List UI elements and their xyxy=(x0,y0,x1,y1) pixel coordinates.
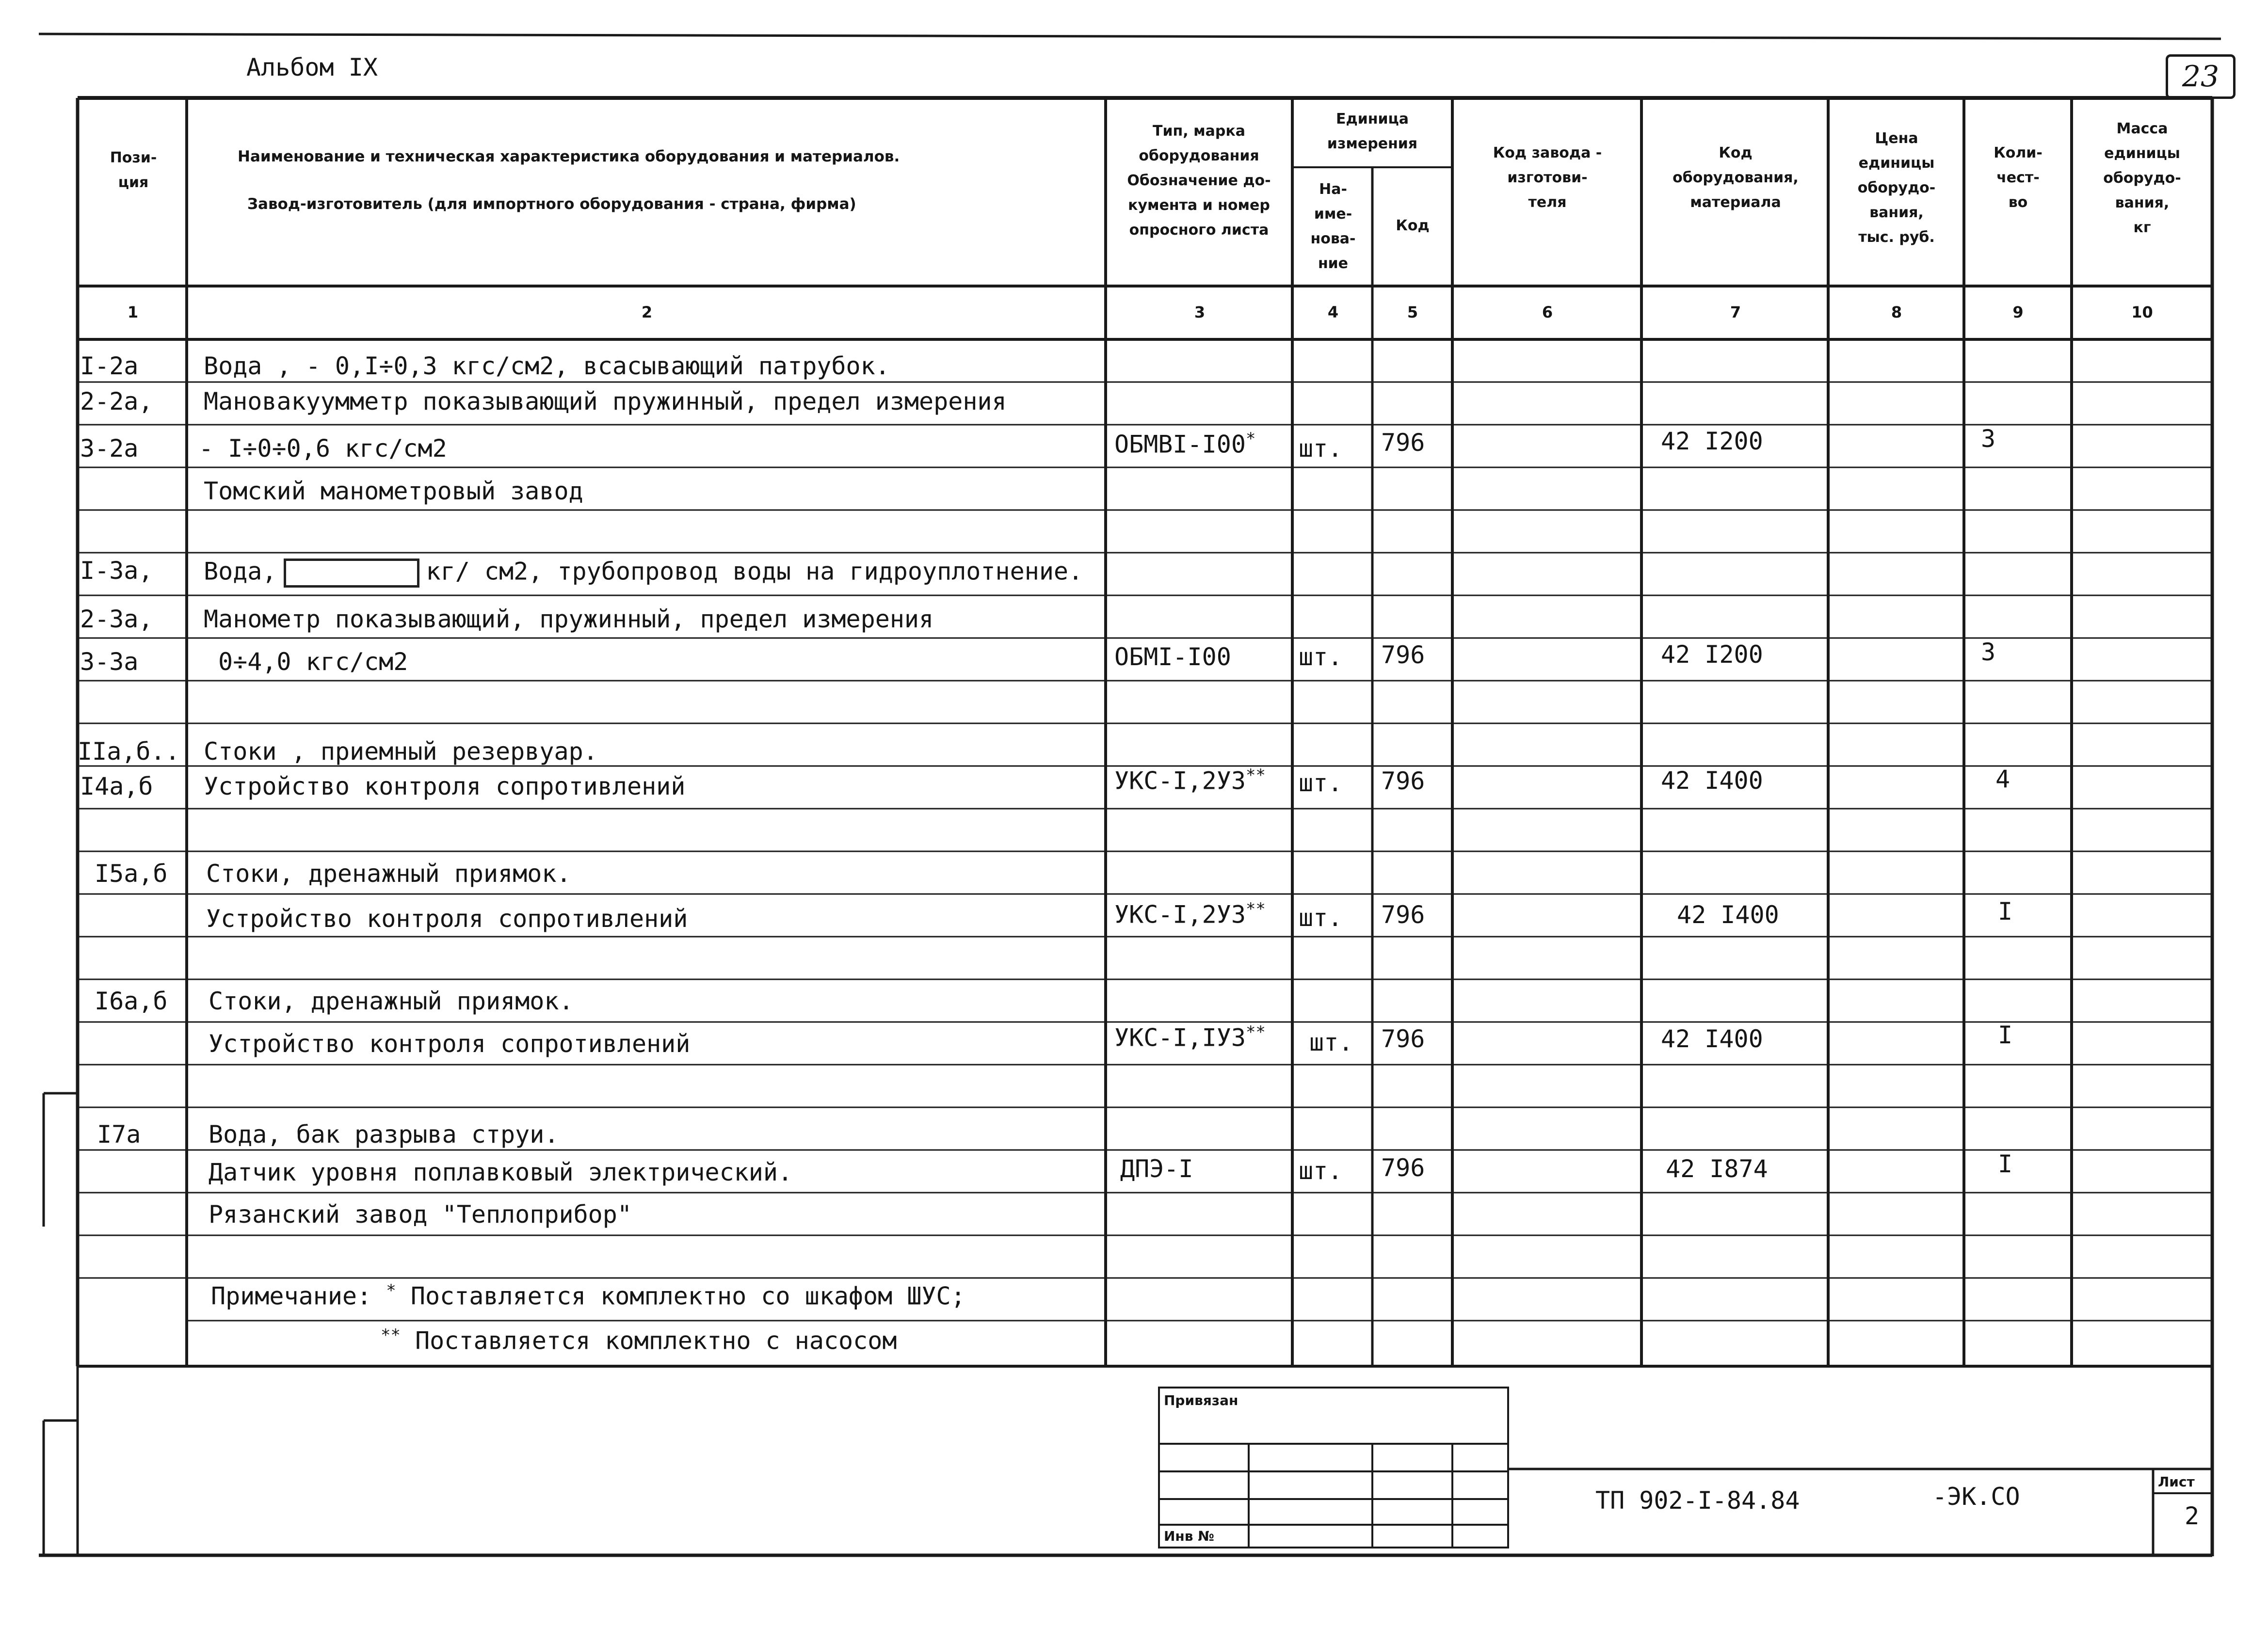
column-number: 8 xyxy=(1891,303,1902,321)
column-number: 5 xyxy=(1407,303,1418,321)
header-equipment-code: Код оборудования, материала xyxy=(1673,144,1799,211)
header-mass: Масса единицы оборудо- вания, кг xyxy=(2103,120,2181,236)
row-position: I-2а xyxy=(80,352,139,380)
notes-label: Примечание: xyxy=(211,1282,372,1310)
column-number: 1 xyxy=(127,303,139,321)
row-unit-code: 796 xyxy=(1381,767,1425,795)
row-unit: шт. xyxy=(1299,643,1343,671)
row-name: - I÷0÷0,6 кгс/см2 xyxy=(199,434,447,463)
row-unit-code: 796 xyxy=(1381,901,1425,929)
row-unit: шт. xyxy=(1309,1028,1353,1056)
type-text: УКС-I,2УЗ xyxy=(1114,900,1246,929)
attached-label: Привязан xyxy=(1164,1392,1239,1408)
title-block-grid xyxy=(1159,1388,2212,1555)
type-text: УКС-I,2УЗ xyxy=(1114,766,1246,795)
row-name: Устройство контроля сопротивлений xyxy=(206,905,688,933)
notes-line-1 xyxy=(211,1282,965,1309)
row-position: I6а,б xyxy=(95,987,168,1015)
row-unit-code: 796 xyxy=(1381,1025,1425,1053)
row-name: Стоки, дренажный приямок. xyxy=(206,860,571,888)
row-quantity: 3 xyxy=(1981,425,1996,453)
row-unit: шт. xyxy=(1299,434,1343,463)
row-name: 0÷4,0 кгс/см2 xyxy=(218,648,408,676)
type-footnote-mark: ** xyxy=(1245,899,1266,919)
type-text: УКС-I,IУЗ xyxy=(1114,1023,1246,1052)
row-position: I4а,б xyxy=(80,772,153,800)
row-type xyxy=(1114,767,1266,793)
row-name: Мановакуумметр показывающий пружинный, предел измерения xyxy=(204,387,1007,415)
document-suffix: -ЭК.СО xyxy=(1932,1483,2020,1511)
header-plant-code: Код завода - изготови- теля xyxy=(1493,144,1602,211)
footnote-mark: * xyxy=(386,1281,396,1300)
row-unit-code: 796 xyxy=(1381,1154,1425,1182)
row-position: I-3а, xyxy=(80,557,153,585)
row-unit-code: 796 xyxy=(1381,641,1425,669)
row-name: Устройство контроля сопротивлений xyxy=(209,1030,691,1058)
column-number: 4 xyxy=(1327,303,1339,321)
name-part: кг/ см2, трубопровод воды на гидроуплотнение. xyxy=(426,557,1083,586)
row-name: Устройство контроля сопротивлений xyxy=(204,772,686,800)
top-margin-line xyxy=(39,34,2221,39)
row-unit: шт. xyxy=(1299,769,1343,797)
header-position: Пози- ция xyxy=(110,149,157,191)
column-number: 10 xyxy=(2131,303,2153,321)
name-part: Вода, xyxy=(204,557,277,586)
row-position: 3-3а xyxy=(80,648,139,676)
row-name: Вода , - 0,I÷0,3 кгс/см2, всасывающий патрубок. xyxy=(204,352,890,380)
row-name: Стоки, дренажный приямок. xyxy=(209,987,574,1015)
row-equipment-code: 42 I874 xyxy=(1666,1155,1768,1183)
header-name-line2: Завод-изготовитель (для импортного оборудования - страна, фирма) xyxy=(247,195,856,213)
sheet-label: Лист xyxy=(2158,1474,2195,1490)
row-name: Манометр показывающий, пружинный, предел измерения xyxy=(204,605,934,633)
footnote-mark: ** xyxy=(381,1325,401,1345)
type-footnote-mark: * xyxy=(1245,429,1256,448)
column-number: 6 xyxy=(1542,303,1553,321)
row-equipment-code: 42 I400 xyxy=(1661,766,1763,795)
row-quantity: I xyxy=(1998,1021,2013,1049)
column-number: 9 xyxy=(2012,303,2024,321)
row-position: IIа,б.. xyxy=(78,737,180,766)
row-type: ОБМI-I00 xyxy=(1114,643,1231,671)
header-quantity: Коли- чест- во xyxy=(1994,144,2043,211)
row-unit: шт. xyxy=(1299,904,1343,932)
column-number: 2 xyxy=(641,303,653,321)
row-quantity: 4 xyxy=(1995,765,2011,793)
row-position: I5а,б xyxy=(95,860,168,888)
row-name: Томский манометровый завод xyxy=(204,477,583,505)
type-text: ОБМВI-I00 xyxy=(1114,430,1246,459)
column-number: 3 xyxy=(1194,303,1206,321)
row-name: Стоки , приемный резервуар. xyxy=(204,737,598,766)
row-position: 2-2а, xyxy=(80,387,153,415)
row-unit-code: 796 xyxy=(1381,429,1425,457)
header-price: Цена единицы оборудо- вания, тыс. руб. xyxy=(1857,130,1936,246)
notes-text: Поставляется комплектно со шкафом ШУС; xyxy=(410,1282,965,1310)
row-type xyxy=(1114,431,1255,457)
row-name: Рязанский завод "Теплоприбор" xyxy=(209,1200,632,1229)
row-unit: шт. xyxy=(1299,1157,1343,1185)
row-equipment-code: 42 I200 xyxy=(1661,427,1763,455)
type-footnote-mark: ** xyxy=(1245,766,1266,785)
blank-value-field xyxy=(284,559,419,588)
row-equipment-code: 42 I400 xyxy=(1677,901,1779,929)
row-equipment-code: 42 I200 xyxy=(1661,640,1763,669)
header-unit: Единица измерения xyxy=(1327,111,1418,152)
row-type xyxy=(1114,1024,1266,1050)
row-quantity: I xyxy=(1998,1150,2013,1178)
row-position: 3-2а xyxy=(80,434,139,463)
row-position: I7а xyxy=(97,1120,141,1149)
sheet-number: 2 xyxy=(2185,1502,2200,1530)
row-quantity: 3 xyxy=(1981,638,1996,666)
row-position: 2-3а, xyxy=(80,605,153,633)
inventory-number-label: Инв № xyxy=(1164,1528,1214,1544)
row-quantity: I xyxy=(1998,897,2013,926)
row-type: ДПЭ-I xyxy=(1120,1155,1193,1183)
type-footnote-mark: ** xyxy=(1245,1022,1266,1042)
header-type: Тип, марка оборудования Обозначение до- кумента и номер опросного листа xyxy=(1127,123,1271,239)
album-label: Альбом IX xyxy=(246,53,378,81)
page-mark: 23 xyxy=(2166,54,2236,99)
row-name: Датчик уровня поплавковый электрический. xyxy=(209,1158,793,1186)
row-type xyxy=(1114,901,1266,927)
row-equipment-code: 42 I400 xyxy=(1661,1025,1763,1053)
notes-line-2 xyxy=(381,1327,897,1353)
row-name: Вода, бак разрыва струи. xyxy=(209,1120,559,1149)
header-unit-code: Код xyxy=(1396,217,1430,234)
header-unit-name: На- име- нова- ние xyxy=(1310,181,1356,272)
notes-text: Поставляется комплектно с насосом xyxy=(415,1326,897,1355)
column-number: 7 xyxy=(1730,303,1741,321)
header-name-line1: Наименование и техническая характеристика оборудования и материалов. xyxy=(238,148,900,165)
document-code: ТП 902-I-84.84 xyxy=(1595,1486,1800,1515)
row-name xyxy=(204,559,1083,588)
